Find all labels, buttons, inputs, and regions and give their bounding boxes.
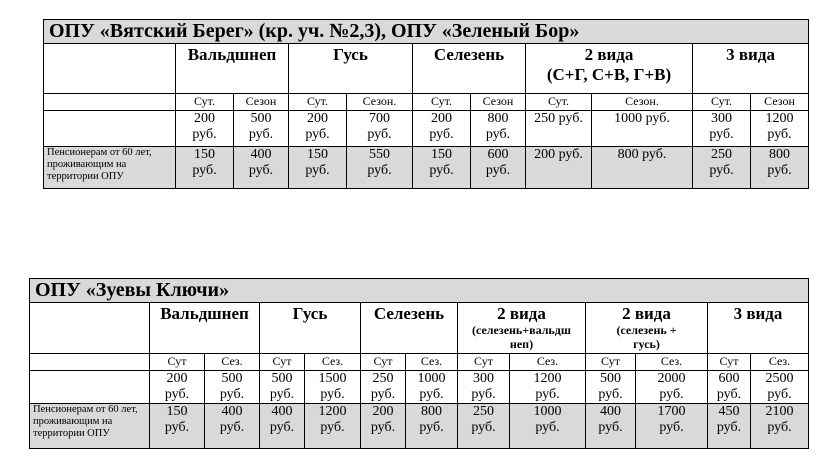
price-value: 800 руб. [617,147,667,162]
price-cell [413,111,471,147]
price-cell [260,404,305,449]
price-value: 400 [221,404,243,419]
col-header-name: Вальдшнеп [187,45,277,64]
price-cell [260,371,305,404]
unit-cell: Сут [458,354,510,371]
table-row-regular [30,371,809,404]
price-currency: руб. [767,420,792,435]
price-cell [234,147,289,189]
price-value: 800 [769,147,791,162]
price-cell [205,371,260,404]
price-cell [176,147,234,189]
price-value: 550 [369,147,390,162]
col-header-three-species [708,303,809,354]
price-value: 200 [194,111,215,126]
price-value: 250 [473,404,494,419]
price-currency: руб. [471,387,496,402]
price-currency: руб. [709,163,734,178]
price-value: 300 [473,371,494,386]
col-header-sub: (селезень+вальдшнеп) [472,323,571,351]
price-cell [406,404,458,449]
unit-cell: Сезон [234,94,289,111]
price-currency: руб. [219,420,245,435]
col-header-two-species [526,44,693,94]
price-currency: руб. [248,127,274,142]
price-cell [234,111,289,147]
units-blank-cell [30,354,150,371]
price-value: 2500 [765,371,794,386]
price-value: 2000 [657,371,686,386]
price-currency: руб. [485,127,511,142]
col-header-name: Селезень [433,45,505,64]
col-header-woodcock [176,44,289,94]
unit-cell: Сезон [471,94,526,111]
price-cell [693,147,751,189]
price-value: 400 [600,404,621,419]
col-header-woodcock [150,303,260,354]
price-cell [526,111,592,147]
price-cell [176,111,234,147]
price-cell [510,404,586,449]
price-currency: руб. [320,420,345,435]
price-value: 1200 [533,371,562,386]
price-value: 1500 [318,371,347,386]
col-header-goose [289,44,413,94]
price-cell [305,371,361,404]
price-cell [458,404,510,449]
price-value: 800 [487,111,509,126]
unit-cell: Сез. [305,354,361,371]
price-value: 200 [166,371,188,386]
price-cell [592,111,693,147]
table-row-pensioners [44,147,809,189]
col-header-name: 2 вида [622,304,671,323]
price-value: 400 [250,147,272,162]
price-currency: руб. [659,387,684,402]
price-table-zuevy-klyuchi [29,278,809,449]
price-currency: руб. [598,420,623,435]
price-cell [347,147,413,189]
price-value: 450 [718,404,740,419]
price-currency: руб. [716,387,742,402]
price-currency: руб. [219,387,245,402]
price-currency: руб. [419,387,444,402]
row-label: Пенсионерам от 60 лет, проживающим на территории ОПУ [30,404,150,449]
price-cell [693,111,751,147]
price-currency: руб. [419,420,444,435]
unit-cell: Сут. [526,94,592,111]
row-label [30,371,150,404]
price-value: 300 [711,111,732,126]
price-table-vyatsky-bereg [43,19,809,189]
col-header-name: 2 вида [584,45,634,64]
price-cell [289,111,347,147]
price-value: 200 [307,111,328,126]
price-currency: руб. [716,420,742,435]
table-row-regular [44,111,809,147]
price-currency: руб. [767,127,792,142]
price-cell [289,147,347,189]
price-cell [526,147,592,189]
col-header-name: Гусь [292,304,328,323]
unit-cell: Сезон [751,94,809,111]
price-currency: руб. [269,420,295,435]
price-value: 500 [221,371,243,386]
unit-cell: Сут [260,354,305,371]
col-header-sub: (С+Г, С+В, Г+В) [546,65,672,84]
price-currency: руб. [192,163,217,178]
price-cell [361,371,406,404]
price-currency: руб. [659,420,684,435]
price-currency: руб. [535,387,560,402]
unit-cell: Сут [361,354,406,371]
unit-cell: Сез. [510,354,586,371]
price-cell [636,371,708,404]
price-cell [413,147,471,189]
row-label [44,111,176,147]
price-currency: руб. [485,163,511,178]
unit-cell: Сут. [413,94,471,111]
price-value: 200 руб. [534,147,583,162]
price-currency: руб. [429,127,454,142]
price-currency: руб. [164,387,190,402]
price-currency: руб. [429,163,454,178]
price-cell [510,371,586,404]
price-value: 1000 [417,371,446,386]
price-value: 1000 руб. [614,111,670,126]
price-currency: руб. [709,127,734,142]
price-cell [636,404,708,449]
price-value: 1200 [318,404,347,419]
col-header-two-species-goose [586,303,708,354]
table-row-pensioners [30,404,809,449]
price-cell [205,404,260,449]
unit-cell: Сезон. [592,94,693,111]
price-currency: руб. [767,163,792,178]
price-cell [406,371,458,404]
price-value: 600 [487,147,509,162]
unit-cell: Сез. [406,354,458,371]
price-cell [586,404,636,449]
table-title: ОПУ «Зуевы Ключи» [30,279,809,303]
price-cell [751,404,809,449]
price-value: 200 [372,404,394,419]
price-cell [586,371,636,404]
price-currency: руб. [370,420,396,435]
price-currency: руб. [367,127,392,142]
col-header-name: 2 вида [497,304,546,323]
price-value: 150 [194,147,215,162]
price-cell [751,111,809,147]
price-value: 2100 [765,404,794,419]
price-currency: руб. [767,387,792,402]
price-cell [708,371,751,404]
unit-cell: Сут. [176,94,234,111]
price-cell [150,371,205,404]
price-value: 600 [718,371,740,386]
price-value: 700 [369,111,390,126]
price-value: 500 [600,371,621,386]
price-currency: руб. [598,387,623,402]
price-cell [592,147,693,189]
price-cell [751,147,809,189]
col-header-name: 3 вида [726,45,775,64]
price-currency: руб. [269,387,295,402]
col-header-name: Селезень [373,304,445,323]
col-header-drake [361,303,458,354]
price-currency: руб. [535,420,560,435]
col-header-sub: (селезень + гусь) [616,323,677,351]
price-cell [347,111,413,147]
col-header-three-species [693,44,809,94]
unit-cell: Сут [708,354,751,371]
price-value: 250 [711,147,732,162]
price-value: 800 [421,404,442,419]
price-currency: руб. [192,127,217,142]
col-header-name: 3 вида [733,304,783,323]
col-header-name: Вальдшнеп [160,304,249,323]
unit-cell: Сез. [751,354,809,371]
col-header-name: Гусь [333,45,368,64]
col-header-goose [260,303,361,354]
price-currency: руб. [164,420,190,435]
unit-cell: Сез. [636,354,708,371]
price-value: 200 [431,111,452,126]
price-cell [708,404,751,449]
unit-cell: Сут. [693,94,751,111]
price-cell [471,111,526,147]
unit-cell: Сут [586,354,636,371]
price-cell [471,147,526,189]
price-currency: руб. [320,387,345,402]
price-value: 500 [271,371,293,386]
unit-cell: Сезон. [347,94,413,111]
price-cell [305,404,361,449]
header-blank-cell [30,303,150,354]
price-cell [751,371,809,404]
col-header-drake [413,44,526,94]
price-currency: руб. [367,163,392,178]
price-cell [458,371,510,404]
price-currency: руб. [305,127,330,142]
price-value: 1000 [533,404,562,419]
price-value: 1200 [765,111,794,126]
price-value: 250 руб. [534,111,583,126]
unit-cell: Сут [150,354,205,371]
price-currency: руб. [248,163,274,178]
price-currency: руб. [471,420,496,435]
row-label: Пенсионерам от 60 лет, проживающим на территории ОПУ [44,147,176,189]
price-currency: руб. [305,163,330,178]
price-value: 500 [250,111,272,126]
price-value: 150 [307,147,328,162]
price-value: 150 [431,147,452,162]
price-value: 1700 [657,404,686,419]
price-value: 150 [166,404,188,419]
price-value: 250 [372,371,394,386]
price-cell [361,404,406,449]
unit-cell: Сут. [289,94,347,111]
header-blank-cell [44,44,176,94]
price-cell [150,404,205,449]
unit-cell: Сез. [205,354,260,371]
units-blank-cell [44,94,176,111]
col-header-two-species-woodcock [458,303,586,354]
price-value: 400 [271,404,293,419]
price-currency: руб. [370,387,396,402]
table-title: ОПУ «Вятский Берег» (кр. уч. №2,3), ОПУ «Зеленый Бор» [44,20,809,44]
